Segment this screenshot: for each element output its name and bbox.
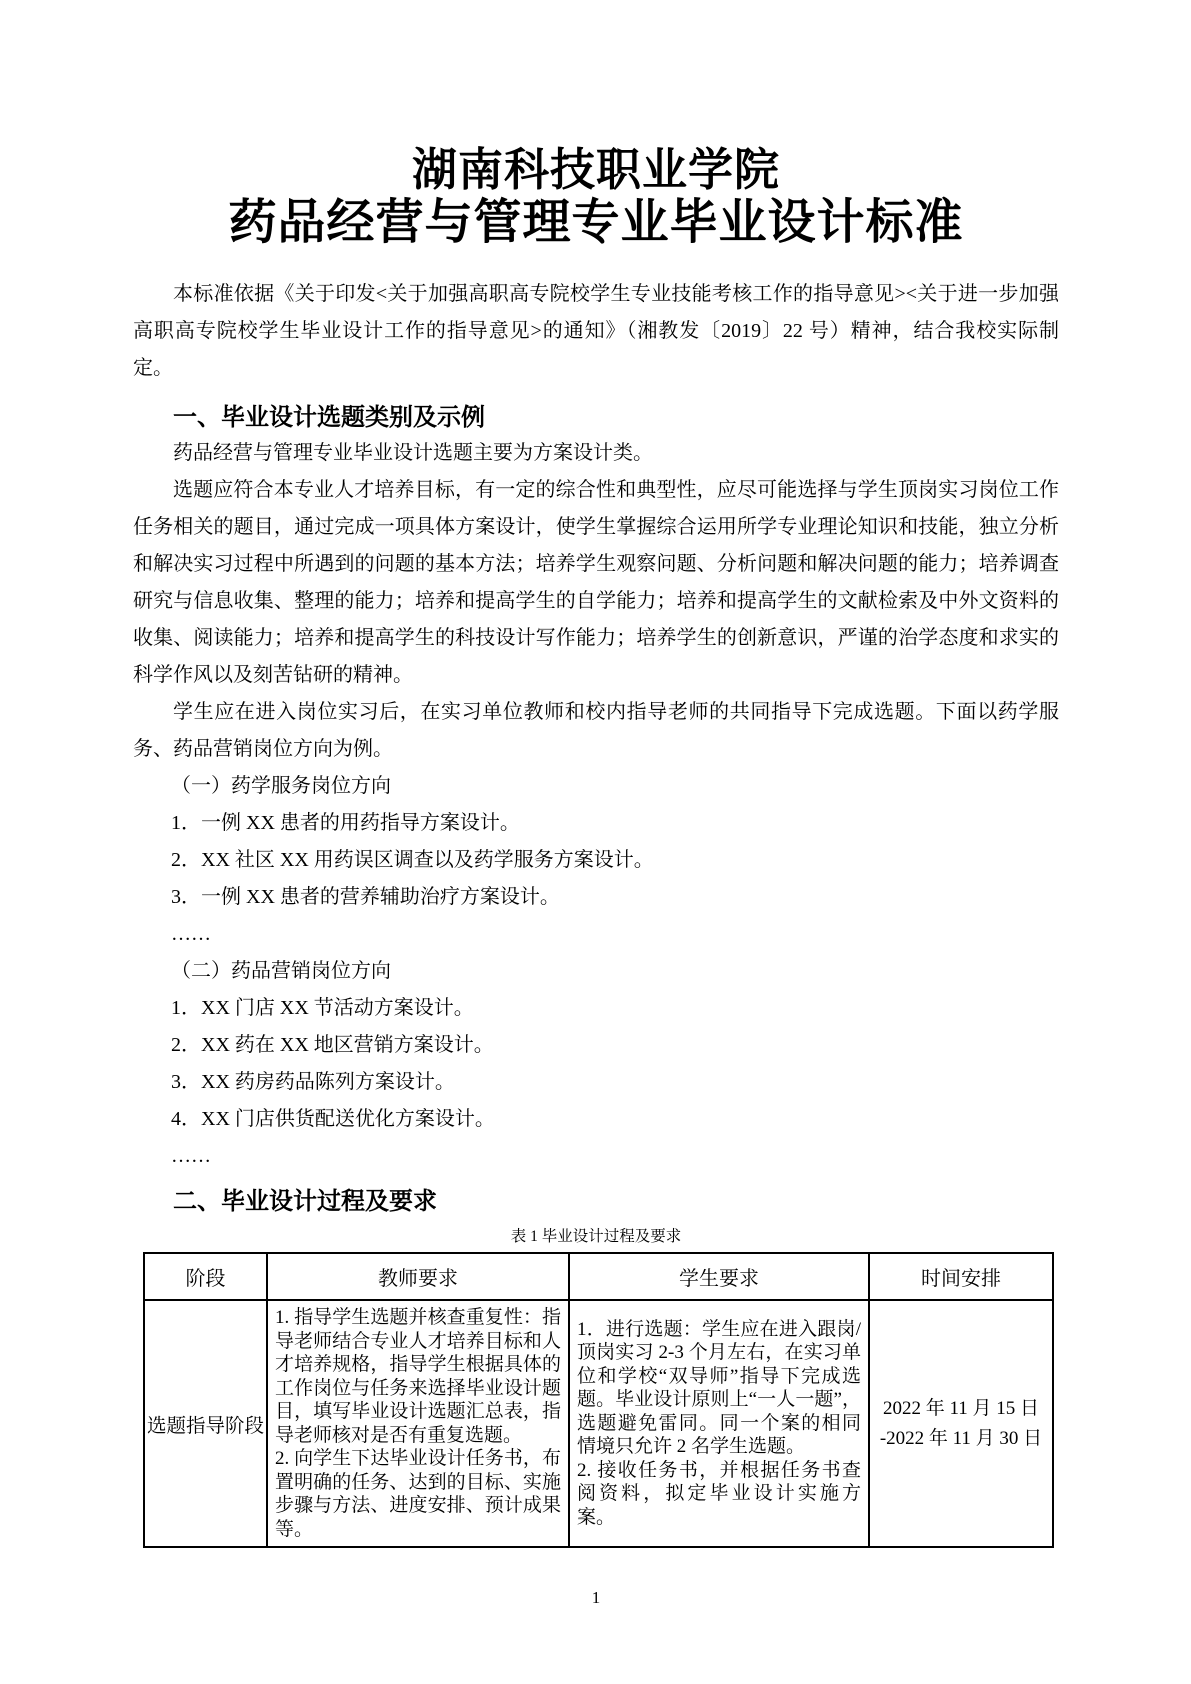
group-1-item-1: 1．一例 XX 患者的用药指导方案设计。 [171,812,520,834]
student-requirement-2: 2. 接收任务书，并根据任务书查阅资料，拟定毕业设计实施方案。 [577,1459,861,1528]
table-row [144,1300,1053,1547]
doc-title-line-2: 药品经营与管理专业毕业设计标准 [228,196,964,249]
group-1-item-3: 3．一例 XX 患者的营养辅助治疗方案设计。 [171,886,560,908]
teacher-requirement-1: 1. 指导学生选题并核查重复性：指导老师结合专业人才培养目标和人才培养规格，指导学生根据具体的工作岗位与任务来选择毕业设计题目，填写毕业设计选题汇总表，指导老师核对是否有重复选题。 [275,1307,561,1446]
section-1-paragraph-3: 学生应在进入岗位实习后，在实习单位教师和校内指导老师的共同指导下完成选题。下面以药学服务、药品营销岗位方向为例。 [133,701,1059,760]
table-header-student: 学生要求 [569,1253,869,1300]
group-2-item-4: 4．XX 门店供货配送优化方案设计。 [171,1108,495,1130]
group-1-item-2: 2．XX 社区 XX 用药误区调查以及药学服务方案设计。 [171,849,654,871]
time-cell [869,1300,1053,1547]
time-line-2: -2022 年 11 月 30 日 [879,1427,1043,1449]
section-1-paragraph-1: 药品经营与管理专业毕业设计选题主要为方案设计类。 [173,442,653,464]
group-2-item-3: 3．XX 药房药品陈列方案设计。 [171,1071,455,1093]
page-number: 1 [591,1588,601,1607]
table-header-stage: 阶段 [144,1253,267,1300]
table-caption: 表 1 毕业设计过程及要求 [510,1228,682,1245]
table-header-time: 时间安排 [869,1253,1053,1300]
section-2-heading: 二、毕业设计过程及要求 [173,1189,437,1215]
section-1-paragraph-2: 选题应符合本专业人才培养目标，有一定的综合性和典型性，应尽可能选择与学生顶岗实习岗位工作任务相关的题目，通过完成一项具体方案设计，使学生掌握综合运用所学专业理论知识和技能，独立分析和解决实习过程中所遇到的问题的基本方法；培养学生观察问题、分析问题和解决问题的能力；培养调查研究与信息收集、整理的能力；培养和提高学生的自学能力；培养和提高学生的文献检索及中外文资料的收集、阅读能力；培养和提高学生的科技设计写作能力；培养学生的创新意识，严谨的治学态度和求实的科学作风以及刻苦钻研的精神。 [133,479,1059,686]
student-requirement-1: 1．进行选题：学生应在进入跟岗/顶岗实习 2-3 个月左右，在实习单位和学校“双导师”指导下完成选题。毕业设计原则上“一人一题”，选题避免雷同。同一个案的相同情境只允许 2 名学生选题。 [577,1318,861,1458]
group-2-ellipsis: …… [171,1145,211,1167]
process-requirements-table [143,1252,1054,1548]
teacher-requirement-2: 2. 向学生下达毕业设计任务书，布置明确的任务、达到的目标、实施步骤与方法、进度安排、预计成果等。 [275,1448,561,1540]
stage-cell: 选题指导阶段 [144,1300,267,1547]
group-2-item-2: 2．XX 药在 XX 地区营销方案设计。 [171,1034,494,1056]
time-line-1: 2022 年 11 月 15 日 [882,1397,1040,1419]
student-requirements-cell [569,1300,869,1547]
group-2-label: （二）药品营销岗位方向 [171,960,391,982]
intro-paragraph: 本标准依据《关于印发<关于加强高职高专院校学生专业技能考核工作的指导意见><关于进一步加强高职高专院校学生毕业设计工作的指导意见>的通知》（湘教发〔2019〕22 号）精神，结合我校实际制定。 [133,283,1059,379]
group-1-label: （一）药学服务岗位方向 [171,775,391,797]
teacher-requirements-cell [267,1300,569,1547]
group-1-ellipsis: …… [171,923,211,945]
doc-title-line-1: 湖南科技职业学院 [411,145,780,195]
section-1-heading: 一、毕业设计选题类别及示例 [173,405,485,431]
table-header-row [144,1253,1053,1300]
table-header-teacher: 教师要求 [267,1253,569,1300]
group-2-item-1: 1．XX 门店 XX 节活动方案设计。 [171,997,474,1019]
